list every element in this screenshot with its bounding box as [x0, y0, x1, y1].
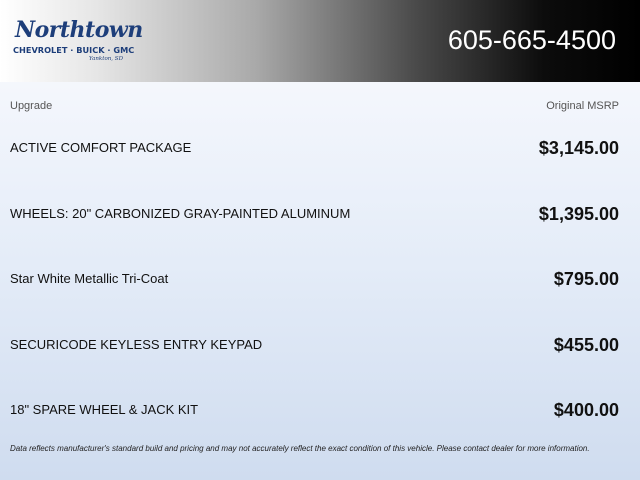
- upgrade-name: 18" SPARE WHEEL & JACK KIT: [10, 402, 199, 417]
- upgrade-list: [0, 115, 640, 443]
- header-banner: [0, 0, 640, 82]
- upgrade-row: [0, 312, 640, 378]
- upgrade-name: ACTIVE COMFORT PACKAGE: [10, 140, 192, 155]
- upgrade-price: $795.00: [553, 269, 619, 289]
- upgrade-name: Star White Metallic Tri-Coat: [10, 271, 169, 286]
- logo-location: Yankton, SD: [88, 56, 123, 62]
- upgrade-row: [0, 181, 640, 247]
- column-header-upgrade: Upgrade: [10, 100, 53, 112]
- logo-dealer-name: Northtown: [15, 17, 143, 43]
- dealer-logo: [13, 17, 143, 64]
- column-header-msrp: Original MSRP: [546, 100, 619, 112]
- upgrade-name: SECURICODE KEYLESS ENTRY KEYPAD: [10, 336, 263, 352]
- upgrade-row: [0, 377, 640, 443]
- upgrade-name: WHEELS: 20" CARBONIZED GRAY-PAINTED ALUMINUM: [10, 205, 351, 221]
- disclaimer-footnote: Data reflects manufacturer's standard build and pricing and may not accurately reflect the exact condition of this vehicle. Please contact dealer for more information.: [10, 444, 590, 453]
- upgrade-price: $3,145.00: [538, 138, 619, 158]
- upgrade-price: $455.00: [553, 334, 619, 355]
- upgrade-row: [0, 115, 640, 181]
- upgrade-price: $1,395.00: [538, 203, 619, 224]
- logo-brands: CHEVROLET · BUICK · GMC: [13, 45, 135, 55]
- upgrade-row: [0, 246, 640, 312]
- upgrade-price: $400.00: [553, 400, 619, 420]
- dealer-phone[interactable]: 605-665-4500: [447, 25, 616, 55]
